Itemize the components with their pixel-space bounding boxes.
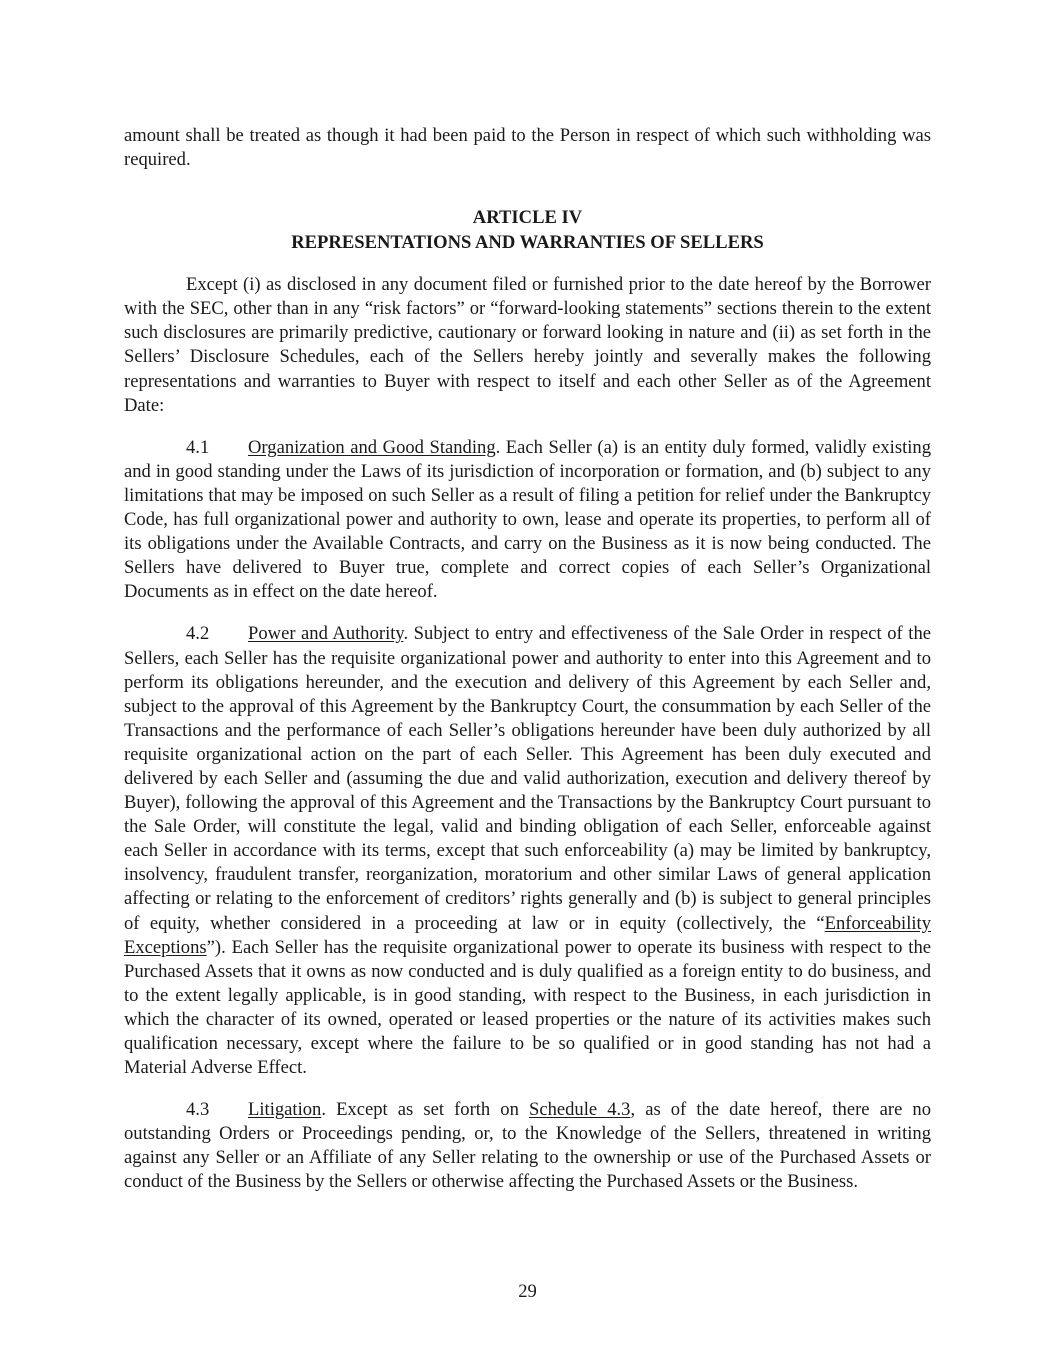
section-title: Litigation — [248, 1099, 322, 1121]
section-number: 4.3 — [186, 1099, 210, 1121]
section-4-2 — [124, 622, 931, 1080]
section-body: . Subject to entry and effectiveness of the Sale Order in respect of the Sellers, each Seller has the requisite organizational power and authority to enter into this Agreement and to perform its obligations hereunder, and the execution and delivery of this Agreement by each Seller and, subject to the approval of this Agreement by the Bankruptcy Court, the consummation by each Seller of the Transactions and the performance of each Seller’s obligations hereunder have been duly authorized by all requisite organizational action on the part of each Seller. This Agreement has been duly executed and delivered by each Seller and (assuming the due and valid authorization, execution and delivery thereof by Buyer), following the approval of this Agreement and the Transactions by the Bankruptcy Court pursuant to the Sale Order, will constitute the legal, valid and binding obligation of each Seller, enforceable against each Seller in accordance with its terms, except that such enforceability (a) may be limited by bankruptcy, insolvency, fraudulent transfer, reorganization, moratorium and other similar Laws of general application affecting or relating to the enforcement of creditors’ rights generally and (b) is subject to general principles of equity, whether considered in a proceeding at law or in equity (collectively, the “ — [124, 623, 931, 934]
page-number: 29 — [518, 1281, 537, 1302]
section-body-continued: , as of the date hereof, there are no outstanding Orders or Proceedings pending, or, to the Knowledge of the Sellers, threatened in writing against any Seller or an Affiliate of any Seller relating to the ownership or use of the Purchased Assets or conduct of the Business by the Sellers or otherwise affecting the Purchased Assets or the Business. — [124, 1099, 931, 1193]
section-4-1 — [124, 436, 931, 605]
section-number: 4.1 — [186, 436, 210, 458]
section-number: 4.2 — [186, 623, 210, 645]
section-body-continued: ”). Each Seller has the requisite organizational power to operate its business with respect to the Purchased Assets that it owns as now conducted and is duly qualified as a foreign entity to do business, and to the extent legally applicable, is in good standing, with respect to the Business, in each jurisdiction in which the character of its owned, operated or leased properties or the nature of its activities makes such qualification necessary, except where the failure to be so qualified or in good standing has not had a Material Adverse Effect. — [124, 936, 931, 1079]
section-title: Organization and Good Standing — [248, 436, 496, 458]
article-number: ARTICLE IV — [472, 207, 583, 229]
article-title: REPRESENTATIONS AND WARRANTIES OF SELLERS — [291, 232, 764, 254]
intro-paragraph: Except (i) as disclosed in any document filed or furnished prior to the date hereof by the Borrower with the SEC, other than in any “risk factors” or “forward-looking statements” sections therein to the extent such disclosures are primarily predictive, cautionary or forward looking in nature and (ii) as set forth in the Sellers’ Disclosure Schedules, each of the Sellers hereby jointly and severally makes the following representations and warranties to Buyer with respect to itself and each other Seller as of the Agreement Date: — [124, 274, 931, 416]
article-heading — [124, 205, 931, 255]
carryover-paragraph: amount shall be treated as though it had been paid to the Person in respect of which such withholding was required. — [124, 125, 931, 171]
section-4-3 — [124, 1098, 931, 1194]
section-body: . Except as set forth on — [321, 1099, 529, 1121]
section-title: Power and Authority — [248, 623, 404, 645]
schedule-reference: Schedule 4.3 — [528, 1099, 631, 1121]
section-body: . Each Seller (a) is an entity duly formed, validly existing and in good standing under the Laws of its jurisdiction of incorporation or formation, and (b) subject to any limitations that may be imposed on such Seller as a result of filing a petition for relief under the Bankruptcy Code, has full organizational power and authority to own, lease and operate its properties, to perform all of its obligations under the Available Contracts, and carry on the Business as it is now being conducted. The Sellers have delivered to Buyer true, complete and correct copies of each Seller’s Organizational Documents as in effect on the date hereof. — [124, 436, 932, 603]
document-page — [124, 124, 931, 1195]
defined-term: Enforceability Exceptions — [124, 912, 931, 958]
